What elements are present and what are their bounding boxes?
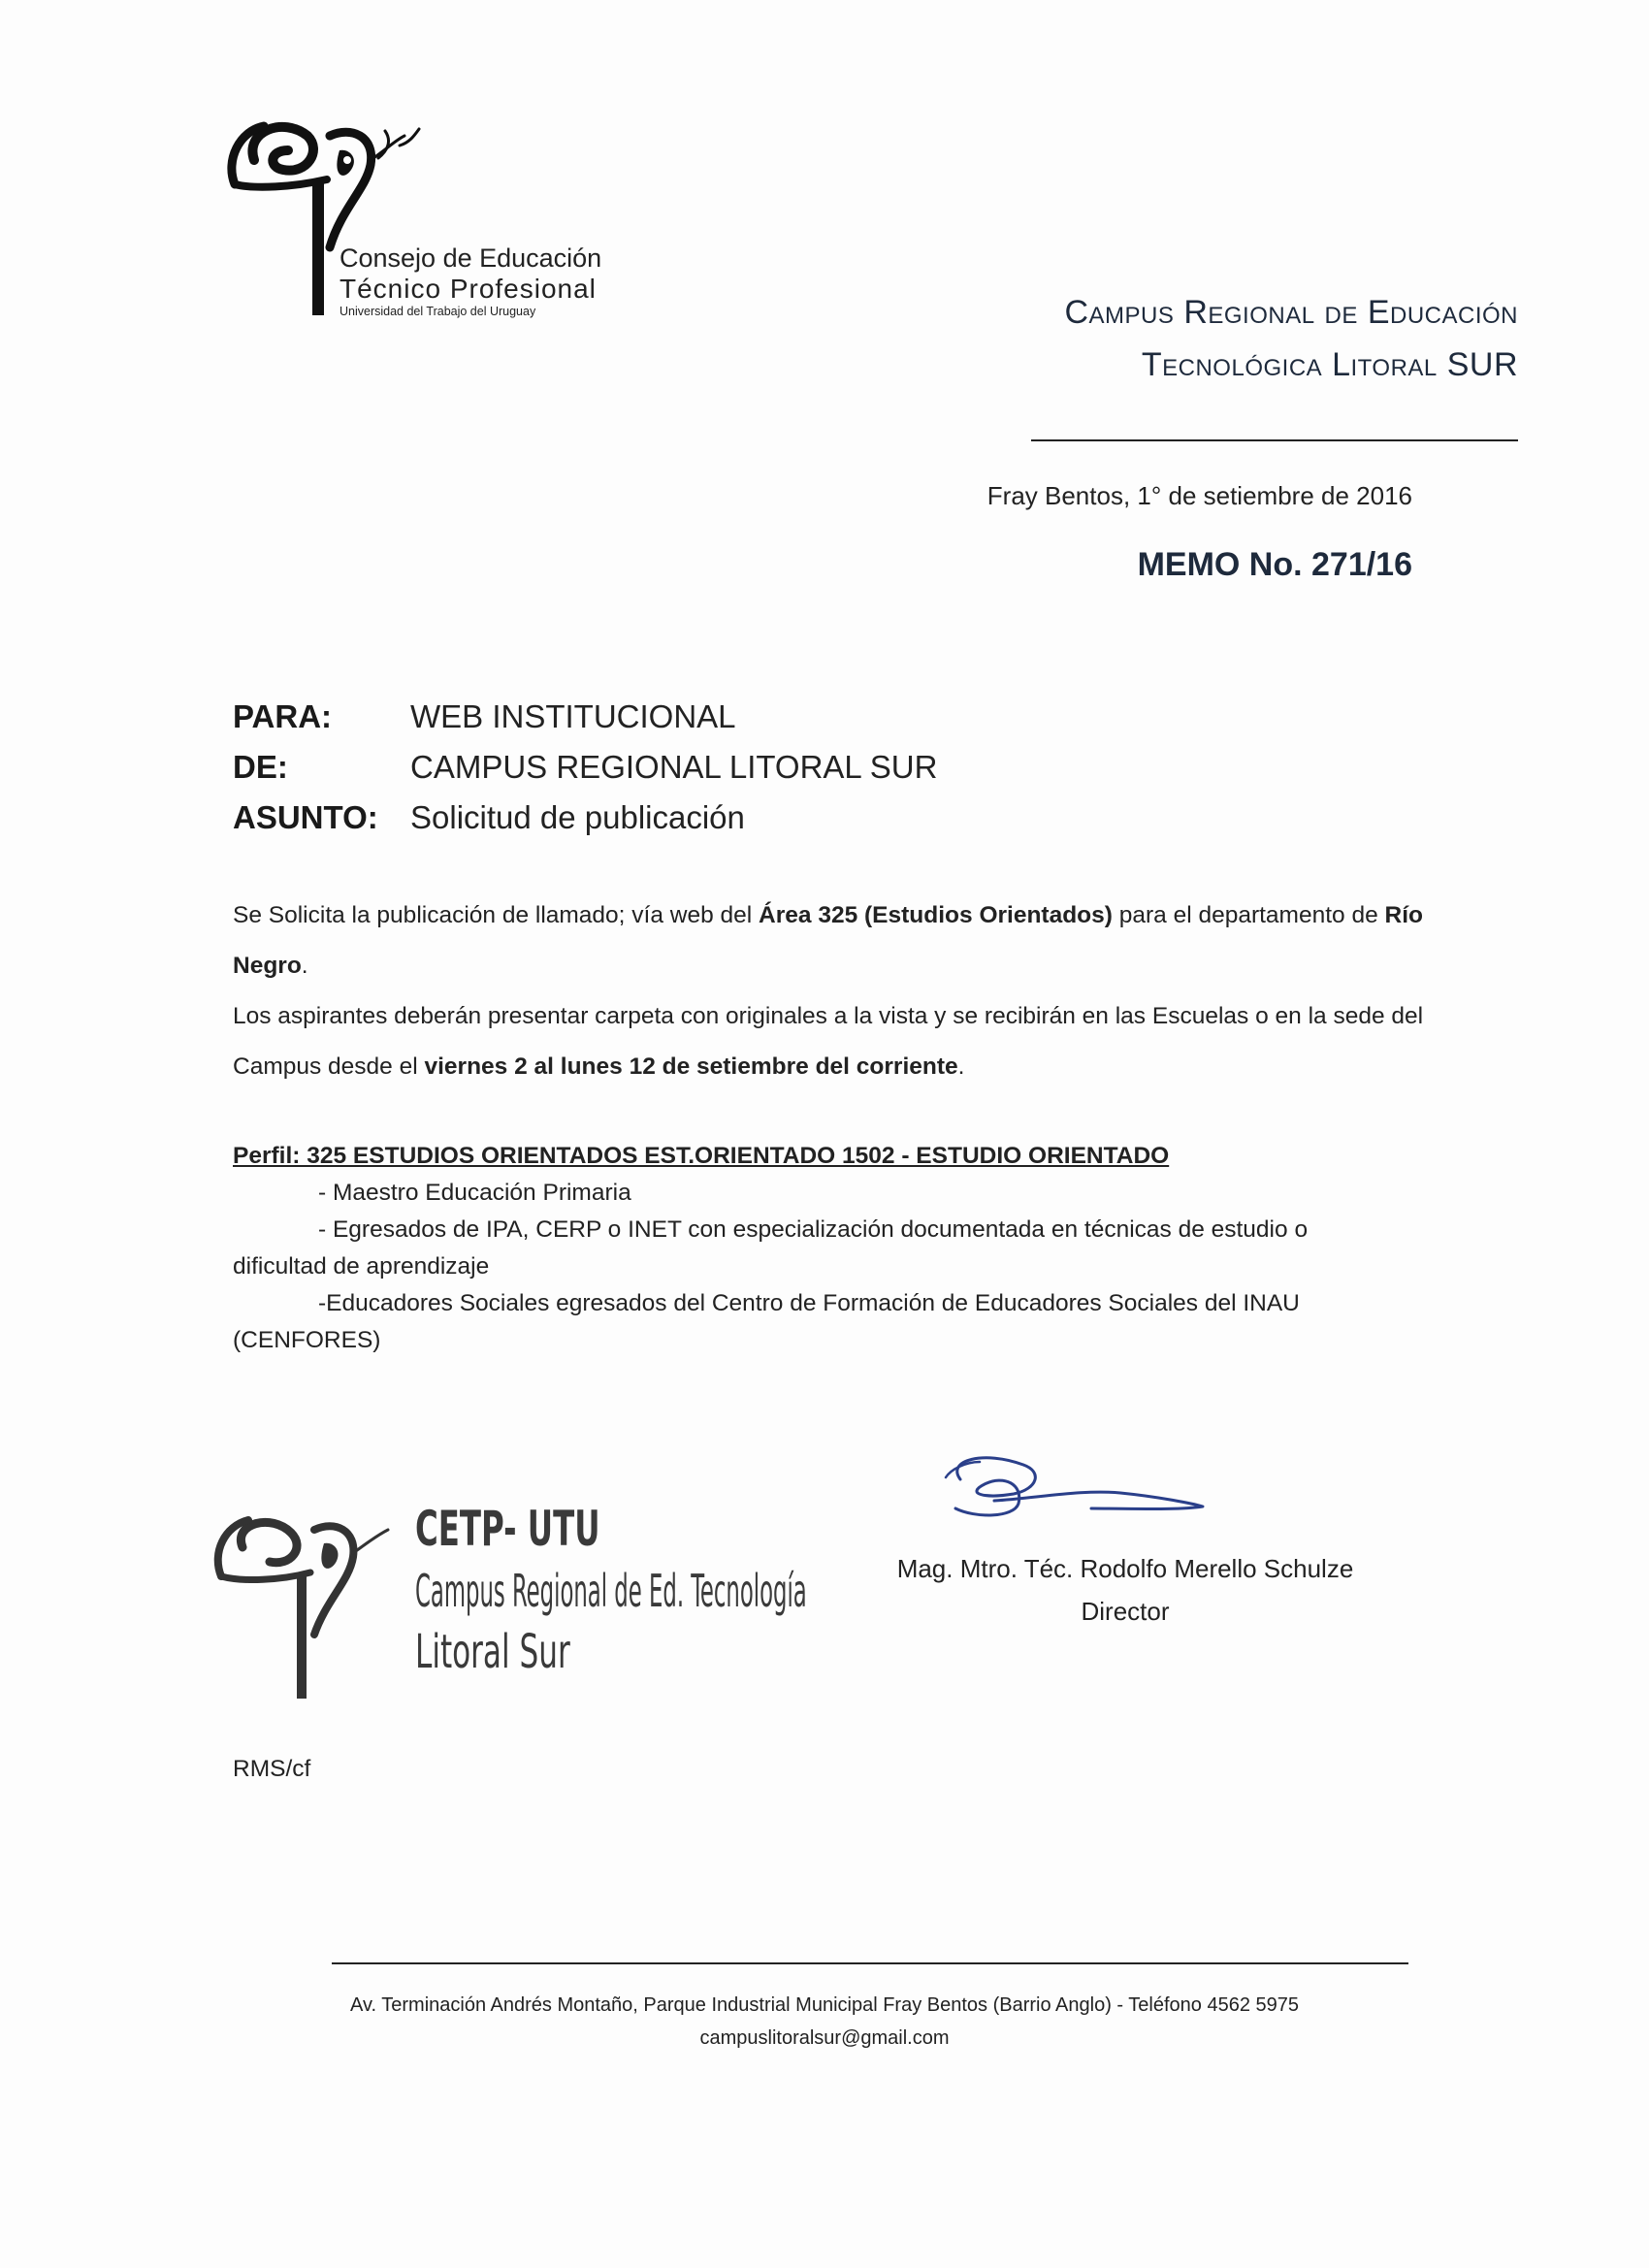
field-label: ASUNTO:	[233, 799, 378, 835]
memo-date: Fray Bentos, 1° de setiembre de 2016	[986, 481, 1412, 510]
profile-item-continuation: dificultad de aprendizaje	[233, 1253, 490, 1280]
page-footer	[291, 1989, 1358, 2055]
area-name: Área 325 (Estudios Orientados)	[759, 902, 1113, 928]
cetp-logo	[215, 92, 602, 325]
logo-line-2: Técnico Profesional	[340, 274, 597, 305]
field-value: CAMPUS REGIONAL LITORAL SUR	[410, 749, 938, 785]
title-divider	[1031, 439, 1518, 441]
stamp-line-1: CETP- UTU	[415, 1501, 600, 1557]
footer-email: campuslitoralsur@gmail.com	[699, 2027, 950, 2049]
field-label: PARA:	[233, 698, 333, 734]
body-paragraph-1	[233, 891, 1426, 991]
campus-title-line-1: Campus Regional de Educación	[1064, 294, 1518, 331]
signer-name: Mag. Mtro. Téc. Rodolfo Merello Schulze	[896, 1554, 1354, 1583]
field-value: WEB INSTITUCIONAL	[410, 698, 736, 734]
department-name: Río Negro	[233, 902, 1423, 979]
profile-item: - Egresados de IPA, CERP o INET con especialización documentada en técnicas de estudio o	[318, 1216, 1309, 1243]
field-label: DE:	[233, 749, 288, 785]
profile-item: - Maestro Educación Primaria	[318, 1180, 631, 1206]
field-value: Solicitud de publicación	[410, 799, 745, 835]
reference-initials: RMS/cf	[233, 1756, 311, 1782]
profile-section	[233, 1138, 1436, 1359]
stamp-emblem-icon	[204, 1489, 417, 1722]
body-text: Los aspirantes deberán presentar carpeta con originales a la vista y se recibirán en las Escuelas o en la sede del Campus desde el	[233, 1003, 1424, 1080]
stamp-line-2: Campus Regional de Ed. Tecnología	[415, 1565, 807, 1617]
logo-line-1: Consejo de Educación	[340, 243, 602, 273]
profile-title: Perfil: 325 ESTUDIOS ORIENTADOS EST.ORIENTADO 1502 - ESTUDIO ORIENTADO	[233, 1143, 1170, 1169]
footer-address: Av. Terminación Andrés Montaño, Parque Industrial Municipal Fray Bentos (Barrio Anglo) - Teléfono 4562 5975	[350, 1994, 1299, 2016]
profile-item: -Educadores Sociales egresados del Centro de Formación de Educadores Sociales del INAU	[318, 1290, 1300, 1316]
signer-title: Director	[1081, 1597, 1170, 1626]
logo-line-3: Universidad del Trabajo del Uruguay	[340, 305, 536, 319]
institution-stamp	[204, 1489, 844, 1722]
reception-dates: viernes 2 al lunes 12 de setiembre del corriente	[424, 1053, 958, 1080]
campus-title	[1064, 286, 1518, 392]
footer-divider	[332, 1962, 1408, 1964]
body-text: para el departamento de	[1112, 902, 1385, 928]
body-text: Se Solicita la publicación de llamado; vía web del	[233, 902, 760, 928]
director-signature	[926, 1450, 1217, 1547]
body-paragraph-2	[233, 991, 1426, 1092]
body-text: .	[957, 1053, 965, 1080]
stamp-line-3: Litoral Sur	[415, 1625, 570, 1679]
profile-item-continuation: (CENFORES)	[233, 1327, 381, 1353]
memo-number: MEMO No. 271/16	[1137, 546, 1412, 583]
body-text: .	[301, 953, 308, 979]
campus-title-line-2: Tecnológica Litoral SUR	[1141, 346, 1518, 384]
memo-body	[233, 891, 1426, 1092]
signer-block	[854, 1547, 1397, 1633]
